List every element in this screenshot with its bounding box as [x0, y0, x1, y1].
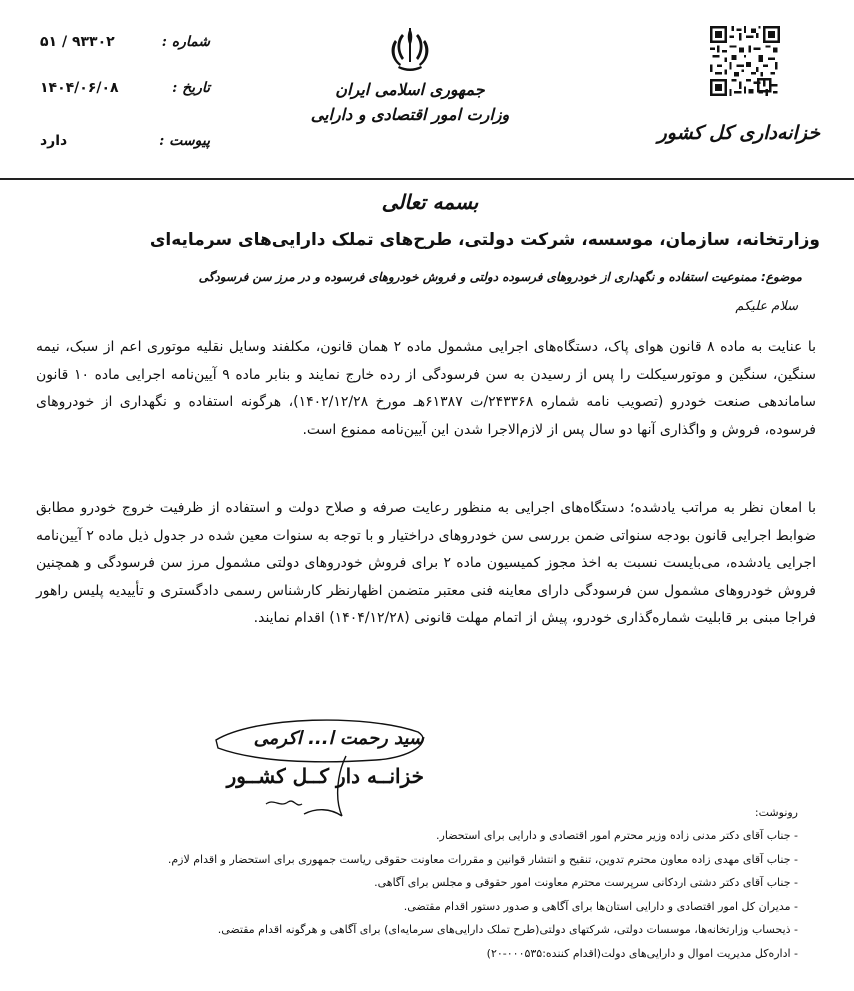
letter-attachment-value: دارد [40, 133, 68, 149]
letter-attachment [40, 133, 210, 159]
letter-number-value: ۵۱ / ۹۳۳۰۲ [40, 34, 115, 50]
cc-list [38, 824, 798, 966]
letter-date-value: ۱۴۰۴/۰۶/۰۸ [40, 80, 119, 96]
letter-date-label: تاریخ : [172, 80, 210, 96]
cc-item: - جناب آقای مهدی زاده معاون محترم تدوین، تنقیح و انتشار قوانین و مقررات معاونت حقوقی ریاست جمهوری برای استحضار و اقدام لازم. [167, 852, 798, 866]
cc-item: - جناب آقای دکتر مدنی زاده وزیر محترم امور اقتصادی و دارایی برای استحضار. [436, 829, 798, 842]
cc-heading: رونوشت: [754, 806, 798, 819]
letter-number [40, 34, 210, 60]
recipient-line: وزارتخانه، سازمان، موسسه، شرکت دولتی، طرح‌های تملک دارایی‌های سرمایه‌ای [149, 230, 820, 250]
signatory-name: سید رحمت ا... اکرمی [253, 728, 424, 749]
cc-item: - اداره‌کل مدیریت اموال و دارایی‌های دولت(اقدام کننده:۰۰۰۵۳۵-۲۰) [486, 946, 798, 960]
cc-item: - جناب آقای دکتر دشتی اردکانی سرپرست محترم معاونت امور حقوقی و مجلس برای آگاهی. [374, 876, 798, 890]
letter-attachment-label: پیوست : [159, 133, 210, 149]
body-paragraph-2: با امعان نظر به مراتب یادشده؛ دستگاه‌های اجرایی به منظور رعایت صرفه و صلاح دولت و استفاده از ظرفیت خروج خودرو مطابق ضوابط اجرایی قانون بودجه سنواتی ضمن بررسی سن خودروهای دراختیار و با توجه به سنوات معین شده در جدول ذیل ماده ۲ آیین‌نامه اجرایی یادشده، می‌بایست نسبت به اخذ مجوز کمیسیون ماده ۲ برای فروش خودروهای دولتی مشمول مرز سن فرسودگی و همچنین فروش خودروهای مشمول سن فرسودگی دارای معاینه فنی معتبر متضمن اظهارنظر کارشناس رسمی دادگستری و تأییدیه پلیس راهور فراجا مبنی بر قابلیت شماره‌گذاری خودرو، پیش از اتمام مهلت قانونی (۱۴۰۴/۱۲/۲۸) اقدام نمایند. [36, 500, 816, 626]
iran-emblem-icon [384, 24, 436, 76]
cc-item: - مدیران کل امور اقتصادی و دارایی استان‌ها برای آگاهی و صدور دستور اقدام مقتضی. [403, 899, 798, 913]
header-divider [0, 178, 854, 180]
subject-line: موضوع: ممنوعیت استفاده و نگهداری از خودروهای فرسوده دولتی و فروش خودروهای فرسوده و در مرز سن فرسودگی [198, 270, 802, 284]
ministry-name: وزارت امور اقتصادی و دارایی [310, 105, 510, 124]
qr-code [710, 26, 780, 96]
letter-number-label: شماره : [161, 34, 210, 50]
body-paragraph-1: با عنایت به ماده ۸ قانون هوای پاک، دستگاه‌های اجرایی مشمول ماده ۲ همان قانون، مکلفند وسایل نقلیه موتوری اعم از سبک، نیمه سنگین، سنگین و موتورسیکلت را پس از رسیدن به سن فرسودگی از رده خارج نمایند و بنابر ماده ۹ آیین‌نامه اجرایی ماده ۱۰ قانون ساماندهی صنعت خودرو (تصویب نامه شماره ۲۴۳۳۶۸/ت ۶۱۳۸۷هـ مورخ ۱۴۰۲/۱۲/۲۸)، هرگونه استفاده و نگهداری از خودروهای فرسوده، فروش و واگذاری آنها دو سال پس از لازم‌الاجرا شدن این آیین‌نامه ممنوع است. [36, 339, 816, 438]
treasury-label: خزانه‌داری کل کشور [657, 122, 820, 144]
cc-item: - ذیحساب وزارتخانه‌ها، موسسات دولتی، شرکتهای دولتی(طرح تملک دارایی‌های سرمایه‌ای) برای آگاهی و هرگونه اقدام مقتضی. [217, 923, 798, 937]
basmala: بسمه تعالی [381, 190, 479, 214]
signatory-title: خزانــه دار کــل کشــور [226, 764, 424, 788]
government-name: جمهوری اسلامی ایران [335, 80, 485, 99]
letter-date [40, 80, 210, 106]
greeting: سلام علیکم [735, 299, 798, 314]
